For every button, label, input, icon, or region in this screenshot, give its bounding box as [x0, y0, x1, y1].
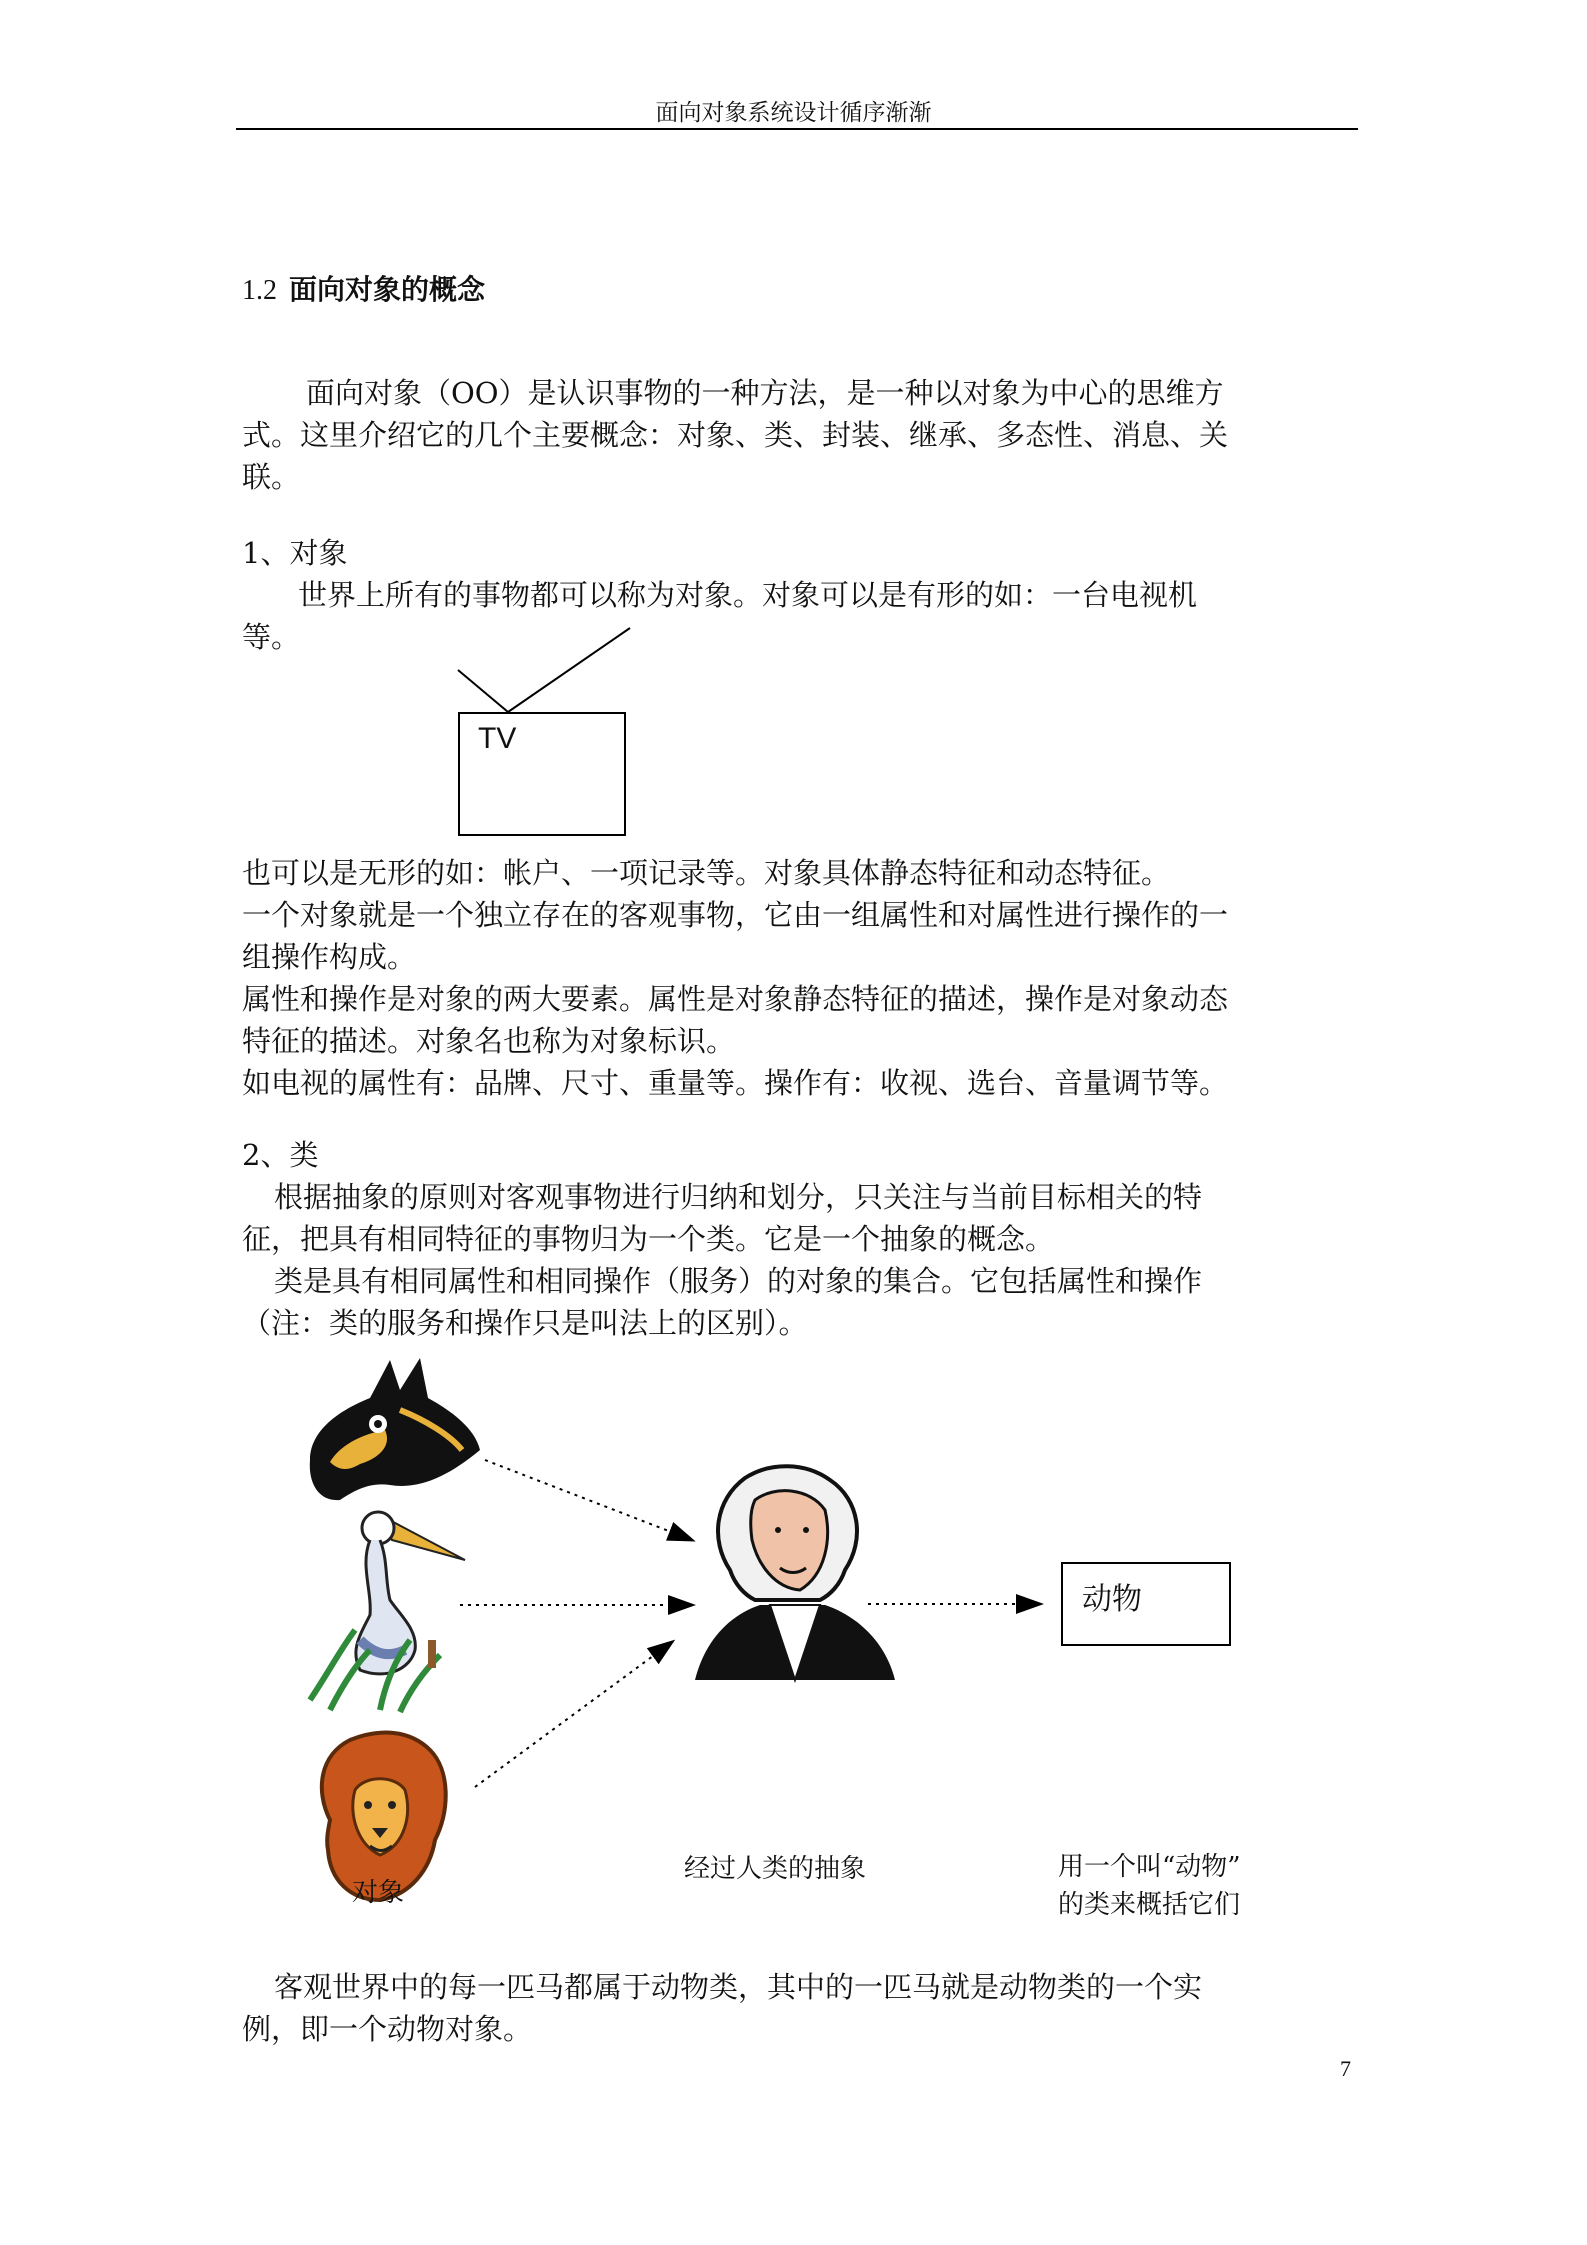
- closing-line: 例，即一个动物对象。: [242, 2012, 533, 2046]
- horse-icon: [310, 1358, 480, 1500]
- class-caption-line: 用一个叫“动物”: [1058, 1852, 1241, 1882]
- tv-antenna-icon: [450, 620, 650, 720]
- object-detail-line: 也可以是无形的如：帐户、一项记录等。对象具体静态特征和动态特征。: [242, 856, 1171, 890]
- arrow-horse-to-human: [485, 1460, 692, 1540]
- header-rule: [236, 128, 1358, 130]
- class-line: 根据抽象的原则对客观事物进行归纳和划分，只关注与当前目标相关的特: [274, 1180, 1203, 1214]
- section-title: [242, 268, 485, 308]
- section-number: 1.2: [242, 275, 277, 306]
- human-portrait-icon: [695, 1466, 895, 1680]
- intro-line: 式。这里介绍它的几个主要概念：对象、类、封装、继承、多态性、消息、关: [242, 418, 1229, 452]
- arrow-lion-to-human: [475, 1642, 672, 1787]
- closing-line: 客观世界中的每一匹马都属于动物类，其中的一匹马就是动物类的一个实: [274, 1970, 1203, 2004]
- class-paragraph: [242, 1176, 1202, 1344]
- object-detail-line: 一个对象就是一个独立存在的客观事物，它由一组属性和对属性进行操作的一: [242, 898, 1229, 932]
- class-box-label: 动物: [1082, 1582, 1142, 1617]
- page-number: 7: [1340, 2056, 1351, 2081]
- class-caption: [1058, 1848, 1241, 1924]
- running-header: 面向对象系统设计循序渐渐: [655, 100, 932, 126]
- intro-paragraph: [242, 372, 1228, 498]
- object-paragraph: [242, 574, 1197, 658]
- objects-label: 对象: [352, 1878, 405, 1908]
- object-detail-line: 属性和操作是对象的两大要素。属性是对象静态特征的描述，操作是对象动态: [242, 982, 1229, 1016]
- class-caption-line: 的类来概括它们: [1058, 1890, 1241, 1920]
- object-detail-line: 如电视的属性有：品牌、尺寸、重量等。操作有：收视、选台、音量调节等。: [242, 1066, 1229, 1100]
- tv-label: TV: [478, 722, 517, 755]
- abstraction-label: 经过人类的抽象: [684, 1854, 867, 1884]
- object-detail-line: 特征的描述。对象名也称为对象标识。: [242, 1024, 736, 1058]
- object-line: 等。: [242, 620, 301, 654]
- object-detail-line: 组操作构成。: [242, 940, 417, 974]
- section-title-text: 面向对象的概念: [289, 273, 486, 306]
- class-line: 类是具有相同属性和相同操作（服务）的对象的集合。它包括属性和操作: [274, 1264, 1203, 1298]
- intro-line: 面向对象（OO）是认识事物的一种方法，是一种以对象为中心的思维方: [306, 376, 1224, 410]
- class-line: 征，把具有相同特征的事物归为一个类。它是一个抽象的概念。: [242, 1222, 1055, 1256]
- object-details: [242, 852, 1228, 1104]
- object-line: 世界上所有的事物都可以称为对象。对象可以是有形的如：一台电视机: [298, 578, 1198, 612]
- class-line: （注：类的服务和操作只是叫法上的区别）。: [242, 1306, 808, 1340]
- intro-line: 联。: [242, 460, 301, 494]
- heron-icon: [310, 1512, 465, 1712]
- object-heading: 1、对象: [242, 536, 348, 570]
- closing-paragraph: [242, 1966, 1202, 2050]
- class-heading: 2、类: [242, 1138, 319, 1172]
